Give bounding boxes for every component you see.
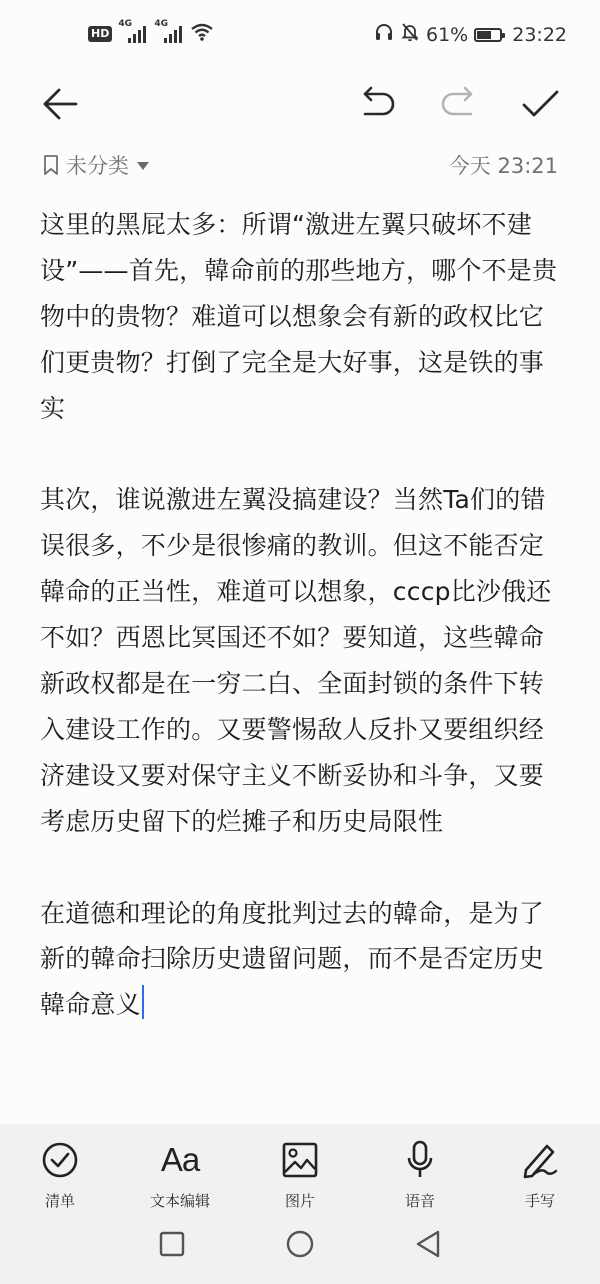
hd-badge: HD xyxy=(88,26,112,42)
status-bar xyxy=(0,0,600,70)
status-left xyxy=(88,19,214,46)
home-button[interactable] xyxy=(280,1224,320,1264)
signal-sim2-icon xyxy=(154,19,184,45)
category-label: 未分类 xyxy=(66,154,129,178)
battery-icon xyxy=(474,28,502,42)
checkmark-icon xyxy=(519,84,561,124)
undo-button[interactable] xyxy=(356,78,400,130)
note-meta-row xyxy=(42,148,558,182)
headphones-icon xyxy=(374,22,394,47)
wifi-icon xyxy=(190,22,214,46)
note-paragraph-3 xyxy=(40,891,565,1029)
text-format-icon: Aa xyxy=(160,1141,200,1178)
checklist-label: 清单 xyxy=(44,1192,75,1210)
nav-back-button[interactable] xyxy=(408,1224,448,1264)
circle-icon xyxy=(285,1229,315,1259)
text-edit-button[interactable] xyxy=(120,1136,240,1211)
undo-icon xyxy=(357,84,399,124)
recents-button[interactable] xyxy=(152,1224,192,1264)
sim1-network-label: 4G xyxy=(118,19,132,29)
arrow-left-icon xyxy=(40,84,80,124)
voice-label: 语音 xyxy=(404,1192,435,1210)
system-nav-bar xyxy=(0,1224,600,1274)
triangle-back-icon xyxy=(414,1229,442,1259)
image-icon xyxy=(281,1141,319,1179)
note-editor[interactable] xyxy=(40,202,565,1028)
battery-percent: 61% xyxy=(426,23,469,46)
paragraph-spacer xyxy=(40,845,565,891)
paragraph-spacer xyxy=(40,432,565,478)
microphone-icon xyxy=(404,1140,436,1180)
bottom-panel xyxy=(0,1124,600,1284)
mute-bell-icon xyxy=(400,22,420,47)
signal-sim1-icon xyxy=(118,19,148,45)
redo-button[interactable] xyxy=(436,78,480,130)
note-paragraph-3-text: 在道德和理论的角度批判过去的韓命，是为了新的韓命扫除历史遗留问题，而不是否定历史韓命意义 xyxy=(40,898,545,1020)
note-paragraph-1: 这里的黑屁太多：所谓“激进左翼只破坏不建设”——首先，韓命前的那些地方，哪个不是贵物中的贵物？难道可以想象会有新的政权比它们更贵物？打倒了完全是大好事，这是铁的事实 xyxy=(40,210,558,423)
voice-button[interactable] xyxy=(360,1136,480,1211)
pen-icon xyxy=(520,1140,560,1180)
status-right xyxy=(374,22,567,47)
check-circle-icon xyxy=(41,1141,79,1179)
checklist-button[interactable] xyxy=(0,1136,120,1211)
back-button[interactable] xyxy=(38,78,82,130)
handwriting-label: 手写 xyxy=(524,1192,555,1210)
image-button[interactable] xyxy=(240,1136,360,1211)
handwriting-button[interactable] xyxy=(480,1136,600,1211)
bookmark-icon xyxy=(42,154,60,176)
note-paragraph-2: 其次，谁说激进左翼没搞建设？当然Ta们的错误很多，不少是很惨痛的教训。但这不能否定韓命的正当性，难道可以想象，cccp比沙俄还不如？西恩比冥国还不如？要知道，这些韓命新政权都是在一穷二白、全面封锁的条件下转入建设工作的。又要警惕敌人反扑又要组织经济建设又要对保守主义不断妥协和斗争，又要考虑历史留下的烂摊子和历史局限性 xyxy=(40,485,552,836)
clock: 23:22 xyxy=(512,23,567,46)
chevron-down-icon xyxy=(137,162,149,170)
square-icon xyxy=(159,1231,185,1257)
confirm-button[interactable] xyxy=(518,78,562,130)
editor-tools xyxy=(0,1136,600,1211)
redo-icon xyxy=(437,84,479,124)
category-selector[interactable] xyxy=(42,150,149,180)
editor-toolbar xyxy=(0,78,600,134)
battery-fill xyxy=(477,31,490,39)
image-label: 图片 xyxy=(284,1192,315,1210)
sim2-network-label: 4G xyxy=(154,19,168,29)
note-timestamp: 今天 23:21 xyxy=(448,154,558,178)
text-cursor xyxy=(142,985,144,1019)
text-edit-label: 文本编辑 xyxy=(149,1192,210,1210)
